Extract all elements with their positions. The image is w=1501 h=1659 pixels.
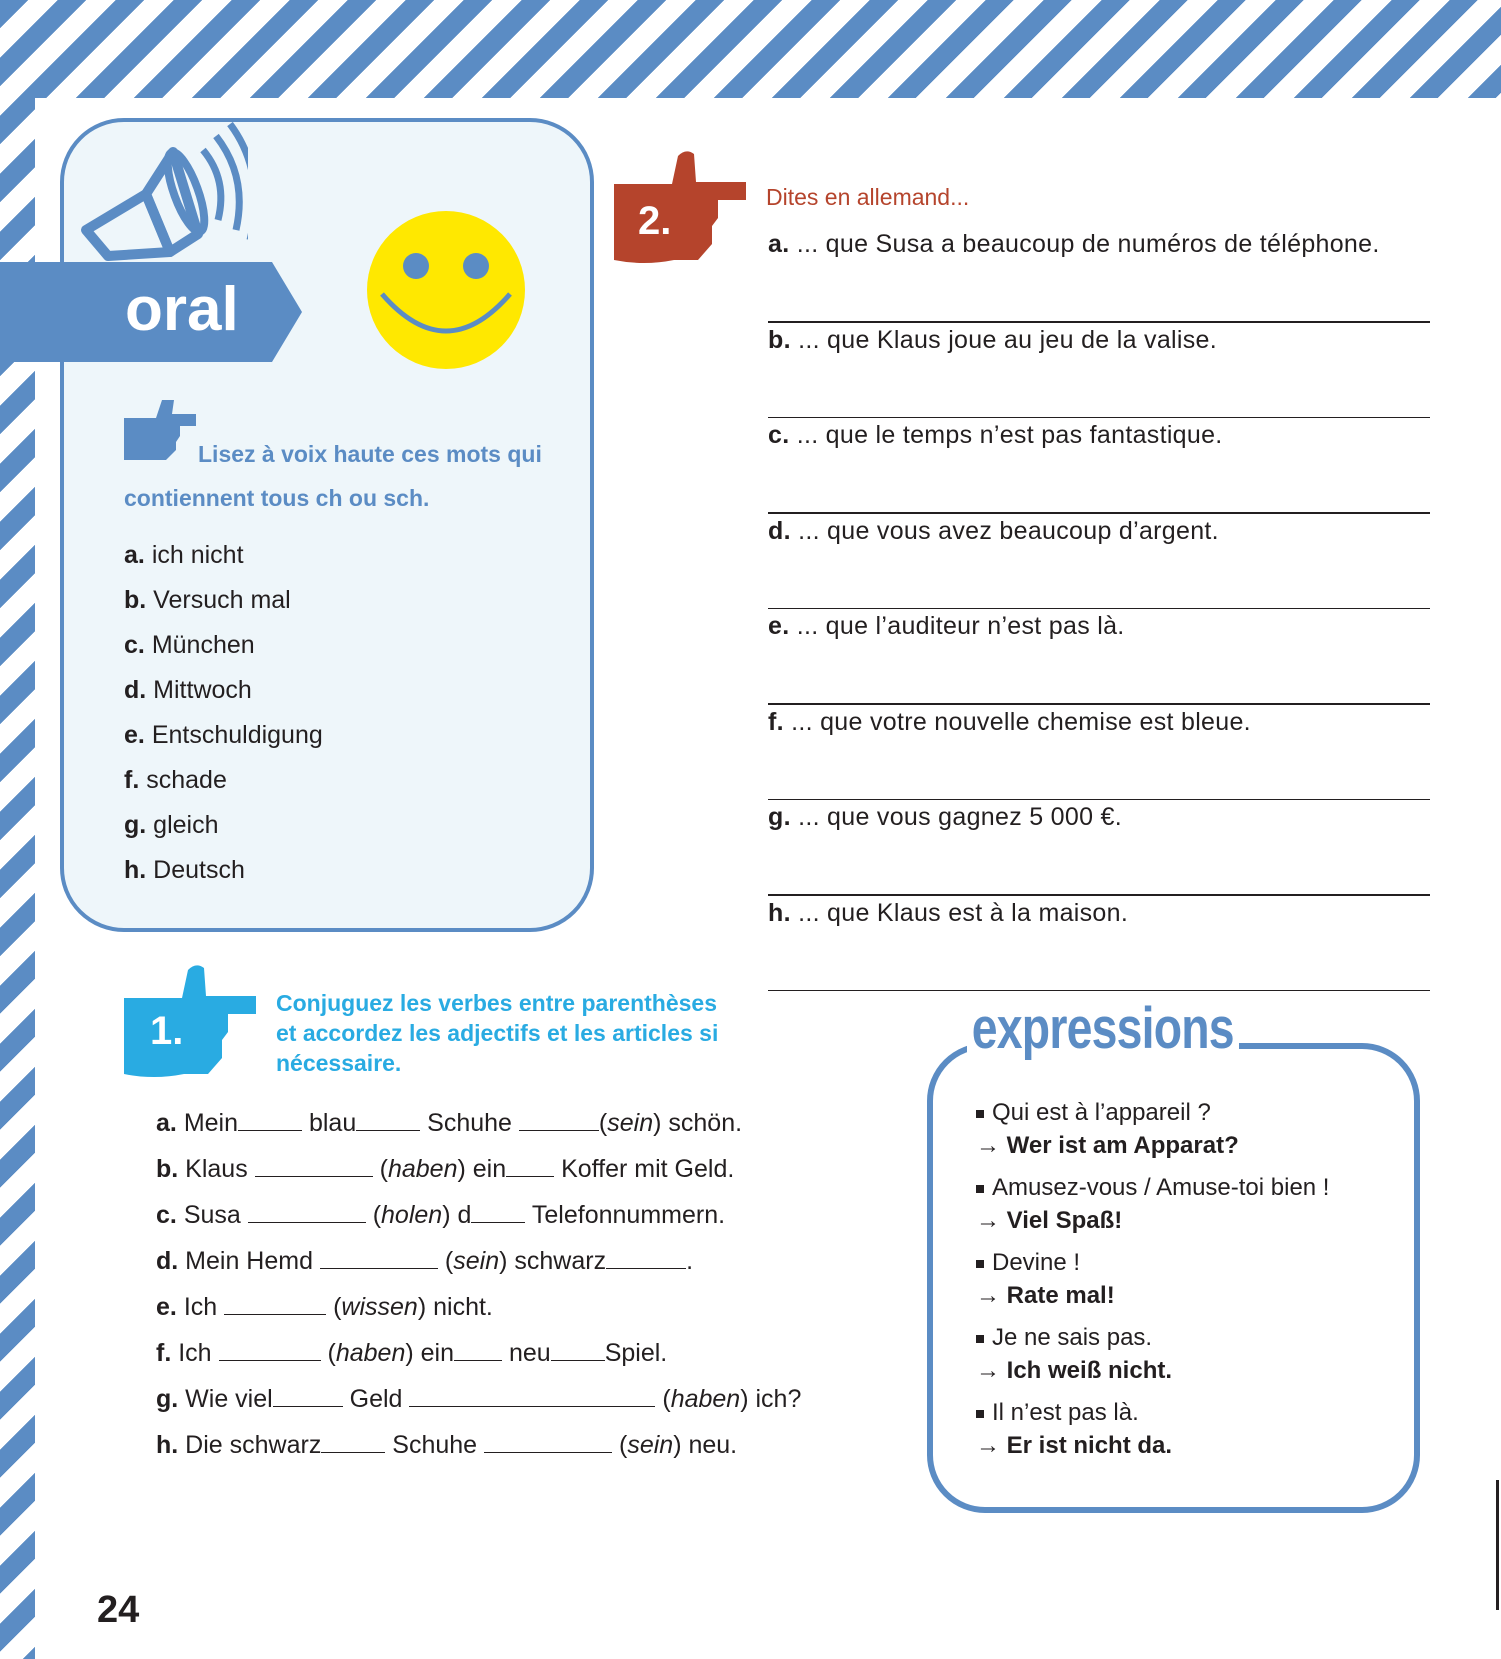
verb-hint: haben <box>335 1339 406 1367</box>
item-text: ... que vous gagnez 5 000 €. <box>798 803 1122 831</box>
blank-field[interactable] <box>606 1248 686 1269</box>
item-text: gleich <box>153 811 219 839</box>
list-item <box>124 760 323 805</box>
item-text: ich nicht <box>151 541 244 569</box>
item-letter: g. <box>156 1385 179 1413</box>
line-text: Ich <box>183 1293 218 1321</box>
list-item <box>768 418 1430 514</box>
item-letter: h. <box>156 1431 179 1459</box>
item-letter: g. <box>768 803 791 831</box>
blank-field[interactable] <box>238 1110 302 1131</box>
exercise1-instruction-line1: Conjuguez les verbes entre parenthèses <box>276 990 717 1016</box>
verb-hint: sein <box>453 1247 500 1275</box>
line-text: Schuhe <box>427 1109 512 1137</box>
list-item <box>124 535 323 580</box>
oral-instruction-line2: contiennent tous ch ou sch. <box>124 485 430 511</box>
expression-german: → Er ist nicht da. <box>976 1432 1173 1459</box>
verb-hint: sein <box>627 1431 674 1459</box>
line-text: blau <box>308 1109 357 1137</box>
line-text: Wie viel <box>185 1385 273 1413</box>
list-item <box>768 227 1430 323</box>
line-text: Koffer mit Geld. <box>561 1155 735 1183</box>
line-text: ein <box>472 1155 507 1183</box>
item-letter: a. <box>124 541 145 569</box>
list-item <box>976 1246 1396 1321</box>
item-text: Deutsch <box>153 856 245 884</box>
item-text: ... que l’auditeur n’est pas là. <box>796 612 1125 640</box>
blank-field[interactable] <box>248 1202 366 1223</box>
list-item <box>768 514 1430 610</box>
exercise-line-c: c. Susa (holen) d Telefonnummern. <box>156 1201 726 1229</box>
bullet-icon <box>976 1335 984 1343</box>
line-text: neu <box>508 1339 551 1367</box>
megaphone-icon <box>78 122 248 262</box>
item-letter: b. <box>768 325 791 354</box>
list-item <box>976 1096 1396 1171</box>
expression-german: → Wer ist am Apparat? <box>976 1132 1239 1159</box>
line-text: Mein Hemd <box>185 1247 313 1275</box>
list-item <box>768 609 1430 705</box>
expression-french: Il n’est pas là. <box>992 1399 1139 1426</box>
list-item <box>124 805 323 850</box>
blank-field[interactable] <box>255 1156 373 1177</box>
item-text: schade <box>146 766 227 794</box>
item-letter: c. <box>124 631 145 659</box>
oral-label: oral <box>125 275 239 344</box>
blank-field[interactable] <box>321 1432 385 1453</box>
verb-hint: wissen <box>341 1293 418 1321</box>
expression-french: Amusez-vous / Amuse-toi bien ! <box>992 1174 1330 1201</box>
exercise1-number: 1. <box>150 1009 184 1053</box>
blank-field[interactable] <box>219 1340 321 1361</box>
list-item <box>768 705 1430 801</box>
list-item <box>976 1171 1396 1246</box>
item-letter: f. <box>156 1339 172 1367</box>
line-text: nicht. <box>433 1293 493 1321</box>
line-text: Susa <box>183 1201 241 1229</box>
exercise1-instruction <box>276 988 796 1078</box>
bullet-icon <box>976 1185 984 1193</box>
list-item <box>124 715 323 760</box>
item-letter: b. <box>124 586 147 614</box>
expressions-list <box>976 1096 1396 1471</box>
item-text: ... que vous avez beaucoup d’argent. <box>798 516 1219 545</box>
item-letter: f. <box>768 707 784 736</box>
line-text: Telefonnummern. <box>531 1201 726 1229</box>
line-text: schwarz <box>514 1247 607 1275</box>
oral-instruction <box>124 432 574 520</box>
blank-field[interactable] <box>506 1156 554 1177</box>
exercise1-instruction-line2: et accordez les adjectifs et les articles si <box>276 1020 719 1046</box>
item-letter: d. <box>124 676 147 704</box>
bullet-icon <box>976 1260 984 1268</box>
oral-word-list <box>124 535 323 895</box>
exercise1-list <box>156 1105 801 1473</box>
exercise-line-f: f. Ich (haben) ein neu Spiel. <box>156 1339 668 1367</box>
right-edge-line <box>1496 1480 1499 1610</box>
blank-field[interactable] <box>224 1294 326 1315</box>
verb-hint: holen <box>381 1201 443 1229</box>
list-item <box>768 800 1430 896</box>
left-stripe-border <box>0 0 35 1659</box>
item-letter: e. <box>156 1293 177 1321</box>
verb-hint: haben <box>387 1155 458 1183</box>
item-text: ... que Klaus joue au jeu de la valise. <box>798 325 1217 354</box>
list-item <box>768 323 1430 419</box>
expression-french: Qui est à l’appareil ? <box>992 1099 1211 1126</box>
list-item <box>768 896 1430 992</box>
item-letter: a. <box>156 1109 177 1137</box>
blank-field[interactable] <box>409 1386 655 1407</box>
line-text: ein <box>420 1339 455 1367</box>
item-letter: g. <box>124 811 147 839</box>
blank-field[interactable] <box>320 1248 438 1269</box>
item-letter: c. <box>156 1201 177 1229</box>
line-text: d <box>457 1201 472 1229</box>
item-text: ... que Klaus est à la maison. <box>798 898 1129 927</box>
line-text: . <box>686 1247 694 1275</box>
oral-instruction-line1: Lisez à voix haute ces mots qui <box>198 441 542 467</box>
line-text: ich? <box>755 1385 802 1413</box>
expression-french: Devine ! <box>992 1249 1081 1276</box>
blank-field[interactable] <box>273 1386 343 1407</box>
line-text: Geld <box>349 1385 403 1413</box>
line-text: Klaus <box>185 1155 248 1183</box>
blank-field[interactable] <box>484 1432 612 1453</box>
blank-field[interactable] <box>551 1340 605 1361</box>
line-text: Die schwarz <box>185 1431 322 1459</box>
line-text: Mein <box>183 1109 238 1137</box>
item-letter: h. <box>124 856 147 884</box>
item-text: ... que Susa a beaucoup de numéros de téléphone. <box>796 230 1380 258</box>
list-item <box>124 625 323 670</box>
exercise2-title: Dites en allemand... <box>766 184 970 210</box>
expression-french: Je ne sais pas. <box>992 1324 1153 1351</box>
item-text: Entschuldigung <box>151 721 323 749</box>
bullet-icon <box>976 1410 984 1418</box>
item-text: München <box>151 631 255 659</box>
list-item <box>124 850 323 895</box>
item-letter: c. <box>768 421 790 449</box>
exercise-line-d: d. Mein Hemd (sein) schwarz . <box>156 1247 694 1275</box>
item-letter: b. <box>156 1155 179 1183</box>
blank-field[interactable] <box>519 1110 599 1131</box>
item-letter: f. <box>124 766 140 794</box>
line-text: schön. <box>668 1109 743 1137</box>
blank-field[interactable] <box>454 1340 502 1361</box>
item-text: ... que votre nouvelle chemise est bleue. <box>791 707 1251 736</box>
list-item <box>976 1396 1396 1471</box>
list-item <box>124 580 323 625</box>
line-text: Spiel. <box>604 1339 668 1367</box>
bullet-icon <box>976 1110 984 1118</box>
exercise1-instruction-line3: nécessaire. <box>276 1050 402 1076</box>
exercise-line-h: h. Die schwarz Schuhe (sein) neu. <box>156 1431 738 1459</box>
verb-hint: sein <box>607 1109 654 1137</box>
exercise2-number: 2. <box>638 199 672 243</box>
page-number: 24 <box>97 1589 140 1631</box>
exercise2-list <box>768 227 1430 991</box>
blank-field[interactable] <box>356 1110 420 1131</box>
item-letter: a. <box>768 230 790 258</box>
item-text: Versuch mal <box>153 586 291 614</box>
exercise-line-g: g. Wie viel Geld (haben) ich? <box>156 1385 802 1413</box>
smiley-icon <box>366 210 526 370</box>
list-item <box>976 1321 1396 1396</box>
item-letter: d. <box>768 516 791 545</box>
item-text: ... que le temps n’est pas fantastique. <box>796 421 1223 449</box>
exercise-line-a: a. Mein blau Schuhe (sein) schön. <box>156 1109 743 1137</box>
answer-line[interactable] <box>768 990 1430 992</box>
expression-german: → Rate mal! <box>976 1282 1115 1309</box>
item-letter: h. <box>768 898 791 927</box>
verb-hint: haben <box>670 1385 741 1413</box>
line-text: neu. <box>688 1431 738 1459</box>
exercise-line-b: b. Klaus (haben) ein Koffer mit Geld. <box>156 1155 735 1183</box>
expressions-title: expressions <box>967 996 1239 1062</box>
item-text: Mittwoch <box>153 676 252 704</box>
item-letter: d. <box>156 1247 179 1275</box>
blank-field[interactable] <box>471 1202 525 1223</box>
line-text: Schuhe <box>392 1431 478 1459</box>
top-stripe-border <box>0 0 1501 98</box>
item-letter: e. <box>768 612 790 640</box>
line-text: Ich <box>178 1339 212 1367</box>
expression-german: → Viel Spaß! <box>976 1207 1123 1234</box>
list-item <box>124 670 323 715</box>
expression-german: → Ich weiß nicht. <box>976 1357 1173 1384</box>
exercise-line-e: e. Ich (wissen) nicht. <box>156 1293 493 1321</box>
item-letter: e. <box>124 721 145 749</box>
